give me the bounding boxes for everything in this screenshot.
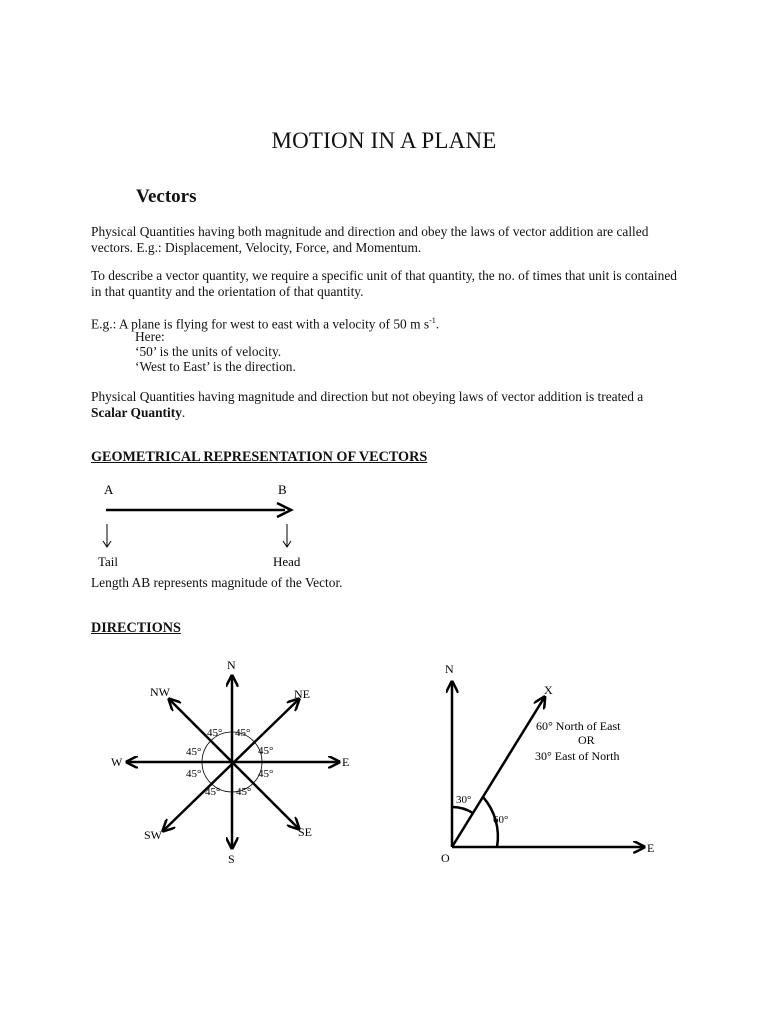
north-label: N — [227, 658, 236, 672]
sw-label: SW — [144, 828, 162, 842]
paragraph-vector-definition: Physical Quantities having both magnitude and direction and obey the laws of vector addition are called vectors. E.g.: Displacement, Velocity, Force, and Momentum. — [91, 224, 649, 255]
compass-figure — [100, 655, 370, 870]
heading-directions: DIRECTIONS — [91, 620, 181, 636]
direction-line-2: 30° East of North — [535, 749, 620, 763]
example-note-direction: ‘West to East’ is the direction. — [135, 359, 296, 374]
angle-label: 45° — [236, 786, 252, 798]
example-note-units: ‘50’ is the units of velocity. — [135, 344, 282, 359]
angle-60-label: 60° — [493, 814, 509, 826]
south-label: S — [228, 852, 235, 866]
angle-label: 45° — [207, 727, 223, 739]
angle-label: 45° — [258, 745, 274, 757]
angle-direction-figure — [435, 655, 665, 870]
east-label: E — [647, 841, 655, 855]
north-label: N — [445, 662, 454, 676]
origin-label: O — [441, 851, 450, 865]
west-label: W — [111, 755, 123, 769]
head-label: Head — [273, 554, 301, 569]
scalar-end: . — [181, 404, 186, 420]
angle-30-label: 30° — [456, 794, 472, 806]
page-title: MOTION IN A PLANE — [271, 128, 497, 153]
point-x-label: X — [544, 683, 553, 697]
point-a-label: A — [104, 482, 114, 497]
angle-arc-30 — [452, 807, 473, 813]
paragraph-scalar — [91, 389, 681, 420]
ne-label: NE — [294, 687, 310, 701]
direction-line-or: OR — [578, 733, 595, 747]
nw-label: NW — [150, 685, 170, 699]
east-label: E — [342, 755, 350, 769]
example-unit-exponent: -1 — [429, 316, 436, 325]
vector-caption: Length AB represents magnitude of the Vector. — [91, 575, 343, 590]
angle-label: 45° — [186, 768, 202, 780]
vector-ab-figure — [90, 478, 320, 573]
example-end: . — [435, 316, 440, 332]
example-here: Here: — [135, 329, 165, 344]
direction-line-1: 60° North of East — [536, 719, 621, 733]
section-heading-vectors: Vectors — [136, 186, 197, 207]
tail-label: Tail — [98, 554, 119, 569]
angle-label: 45° — [235, 727, 251, 739]
se-label: SE — [298, 825, 313, 839]
angle-label: 45° — [205, 786, 221, 798]
point-b-label: B — [278, 482, 287, 497]
angle-label: 45° — [258, 768, 274, 780]
heading-geometrical-representation: GEOMETRICAL REPRESENTATION OF VECTORS — [91, 449, 428, 465]
scalar-text: Physical Quantities having magnitude and direction but not obeying laws of vector addition is treated a — [91, 389, 644, 404]
scalar-term: Scalar Quantity — [91, 404, 182, 420]
angle-label: 45° — [186, 746, 202, 758]
example-text: E.g.: A plane is flying for west to east with a velocity of 50 m s — [91, 316, 430, 332]
paragraph-vector-description: To describe a vector quantity, we require a specific unit of that quantity, the no. of times that unit is contained in that quantity and the orientation of that quantity. — [91, 268, 677, 299]
example-line — [91, 313, 681, 332]
